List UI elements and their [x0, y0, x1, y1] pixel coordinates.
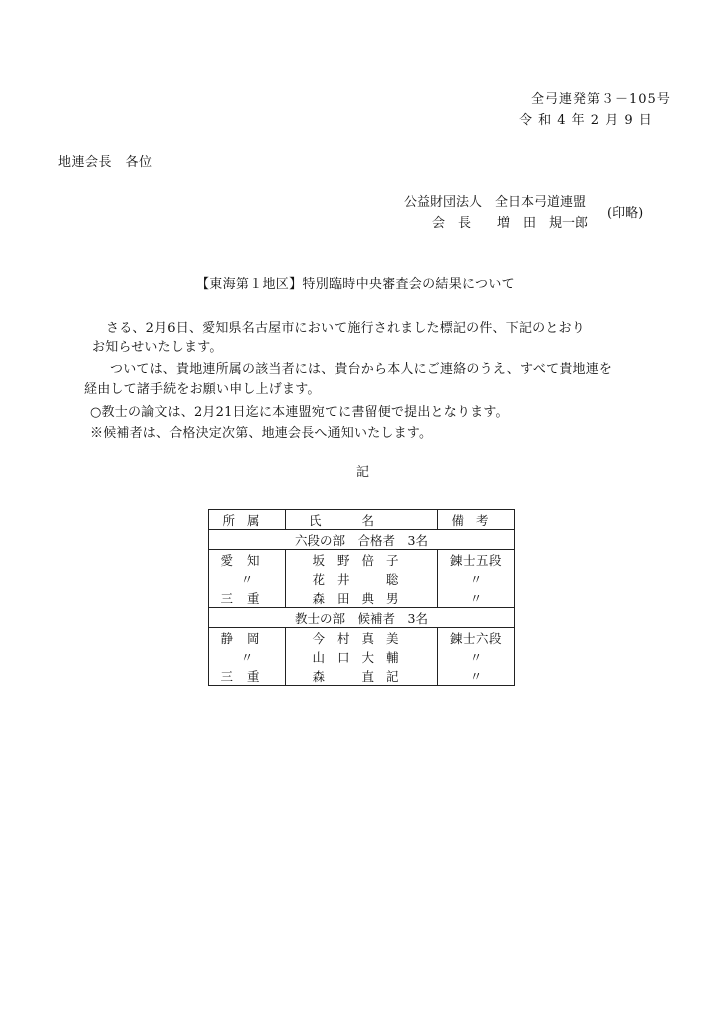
remarks-cell: 〃 — [438, 647, 515, 666]
table-row — [209, 569, 515, 588]
note-candidates: ※候補者は、合格決定次第、地連会長へ通知いたします。 — [90, 426, 433, 441]
name-cell: 坂野倍子 — [286, 550, 438, 570]
paragraph-1-line-2: お知らせいたします。 — [92, 340, 223, 355]
affiliation-cell: 〃 — [209, 569, 286, 588]
section-row — [209, 608, 515, 628]
table-row — [209, 588, 515, 608]
table-header-row — [209, 510, 515, 530]
ki-heading: 記 — [356, 465, 370, 480]
affiliation-cell: 三重 — [209, 666, 286, 686]
sender-title-name: 会 長 増 田 規一郎 — [432, 216, 589, 231]
affiliation-cell: 愛知 — [209, 550, 286, 570]
document-date: 令 和 4 年 2 月 9 日 — [519, 113, 653, 128]
section-row — [209, 530, 515, 550]
remarks-cell: 〃 — [438, 569, 515, 588]
remarks-cell: 〃 — [438, 666, 515, 686]
header-name: 氏名 — [286, 510, 438, 530]
remarks-cell: 〃 — [438, 588, 515, 608]
paragraph-1-line-1: さる、2月6日、愛知県名古屋市において施行されました標記の件、下記のとおり — [106, 321, 585, 336]
name-cell: 森 直記 — [286, 666, 438, 686]
table-row — [209, 666, 515, 686]
note-essay-deadline: ○教士の論文は、2月21日迄に本連盟宛てに書留便で提出となります。 — [90, 405, 509, 420]
paragraph-2-line-2: 経由して諸手続をお願い申し上げます。 — [84, 382, 321, 397]
sender-organization: 公益財団法人 全日本弓道連盟 — [404, 195, 587, 210]
name-cell: 山口大輔 — [286, 647, 438, 666]
header-affiliation: 所属 — [209, 510, 286, 530]
addressee: 地連会長 各位 — [58, 155, 153, 170]
section-label-kyoshi: 教士の部 候補者 3名 — [209, 608, 515, 628]
section-label-rokudan: 六段の部 合格者 3名 — [209, 530, 515, 550]
affiliation-cell: 〃 — [209, 647, 286, 666]
paragraph-2-line-1: ついては、貴地連所属の該当者には、貴台から本人にご連絡のうえ、すべて貴地連を — [110, 362, 613, 377]
name-cell: 今村真美 — [286, 628, 438, 648]
name-cell: 花井 聡 — [286, 569, 438, 588]
affiliation-cell: 静岡 — [209, 628, 286, 648]
remarks-cell: 錬士六段 — [438, 628, 515, 648]
table-row — [209, 550, 515, 570]
header-remarks: 備考 — [438, 510, 515, 530]
table-row — [209, 628, 515, 648]
table-row — [209, 647, 515, 666]
document-title: 【東海第１地区】特別臨時中央審査会の結果について — [196, 277, 515, 292]
name-cell: 森田典男 — [286, 588, 438, 608]
remarks-cell: 錬士五段 — [438, 550, 515, 570]
results-table — [208, 509, 515, 686]
document-number: 全弓連発第３－105号 — [531, 92, 671, 107]
seal-omitted-note: (印略) — [607, 206, 644, 221]
affiliation-cell: 三重 — [209, 588, 286, 608]
